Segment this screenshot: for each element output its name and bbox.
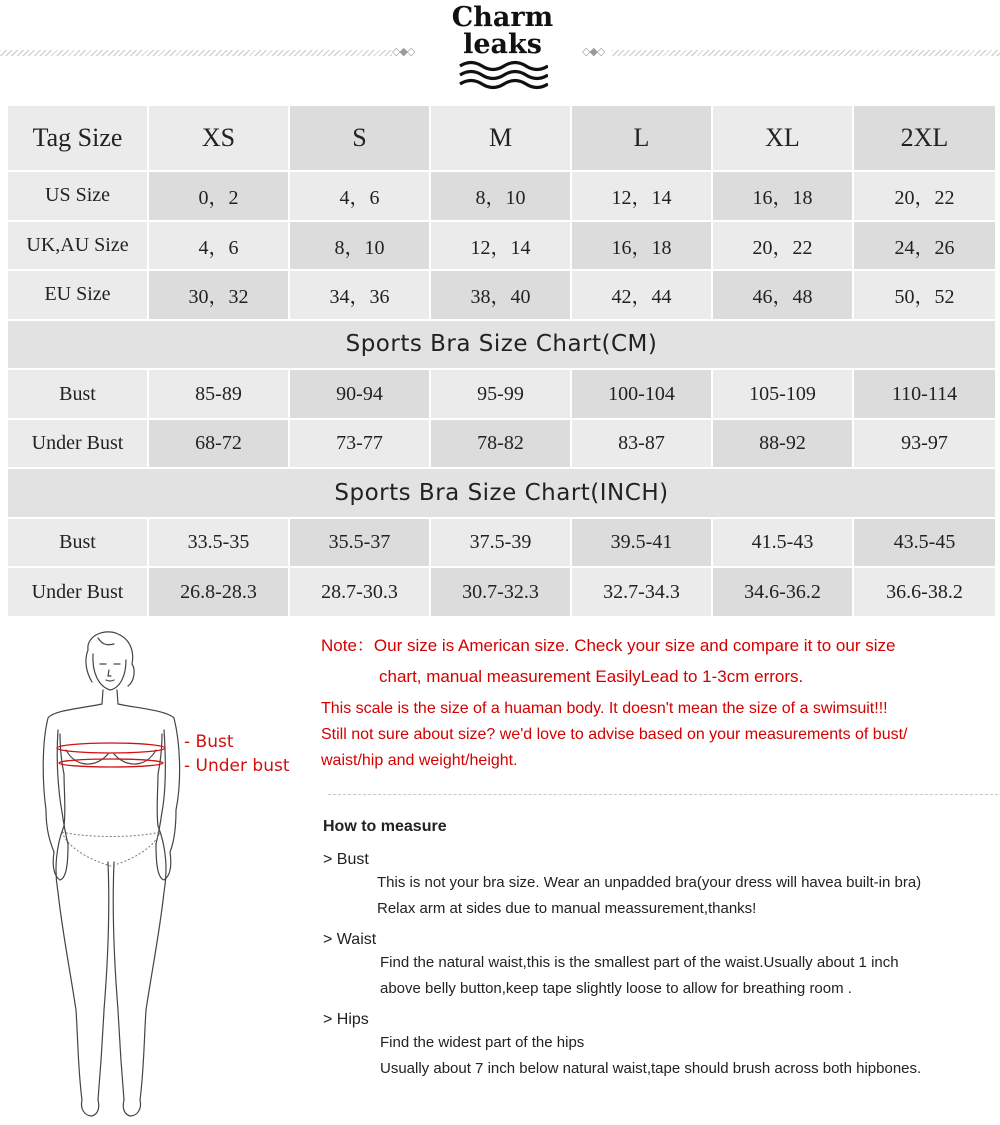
- row-label: UK,AU Size: [7, 221, 148, 271]
- table-cell: 100-104: [571, 369, 712, 419]
- measure-waist-line-1: Find the natural waist,this is the smallest part of the waist.Usually about 1 inch: [380, 954, 899, 971]
- measure-waist-text: [323, 950, 998, 1002]
- table-cell: 8，10: [430, 171, 571, 221]
- table-cell: 16，18: [712, 171, 853, 221]
- note-line-5: waist/hip and weight/height.: [321, 752, 518, 769]
- measure-waist-line-2: above belly button,keep tape slightly loose to allow for breathing room .: [380, 980, 852, 997]
- note-american-size: [321, 630, 996, 692]
- row-label: Bust: [7, 518, 148, 568]
- note-line-1: Note：Our size is American size. Check your size and compare it to our size: [321, 636, 896, 655]
- table-cell: 4，6: [289, 171, 430, 221]
- header-rule-left: [0, 50, 392, 56]
- table-cell: 50，52: [853, 270, 996, 320]
- table-cell: 36.6-38.2: [853, 567, 996, 617]
- table-cell: 95-99: [430, 369, 571, 419]
- header-size-m: M: [430, 105, 571, 171]
- brand-line-2: leaks: [463, 29, 542, 60]
- measure-bust-heading: > Bust: [323, 851, 369, 868]
- table-cell: 32.7-34.3: [571, 567, 712, 617]
- bust-label: - Bust: [184, 732, 234, 752]
- section-row-inch: [7, 468, 996, 518]
- brand-line-1: Charm: [451, 2, 554, 33]
- table-cell: 39.5-41: [571, 518, 712, 568]
- measure-hips-line-2: Usually about 7 inch below natural waist,tape should brush across both hipbones.: [380, 1060, 922, 1077]
- table-cell: 38，40: [430, 270, 571, 320]
- body-measurement-figure: [36, 630, 196, 1120]
- table-cell: 20，22: [853, 171, 996, 221]
- table-cell: 34，36: [289, 270, 430, 320]
- page-header: [0, 0, 1000, 100]
- table-row-eu-size: [7, 270, 996, 320]
- table-cell: 30.7-32.3: [430, 567, 571, 617]
- header-size-l: L: [571, 105, 712, 171]
- table-cell: 33.5-35: [148, 518, 289, 568]
- measure-bust-text: [323, 870, 998, 922]
- header-size-2xl: 2XL: [853, 105, 996, 171]
- note-line-4: Still not sure about size? we'd love to advise based on your measurements of bust/: [321, 726, 908, 743]
- size-chart-table: [6, 104, 997, 618]
- table-cell: 30，32: [148, 270, 289, 320]
- table-cell: 28.7-30.3: [289, 567, 430, 617]
- measure-hips-text: [323, 1030, 998, 1082]
- table-cell: 8，10: [289, 221, 430, 271]
- table-cell: 110-114: [853, 369, 996, 419]
- table-header-row: [7, 105, 996, 171]
- header-tag-size: Tag Size: [7, 105, 148, 171]
- table-cell: 16，18: [571, 221, 712, 271]
- table-cell: 4，6: [148, 221, 289, 271]
- row-label: EU Size: [7, 270, 148, 320]
- table-row-inch-bust: [7, 518, 996, 568]
- bust-measure-line: [57, 743, 165, 753]
- measure-title: How to measure: [323, 818, 447, 835]
- measure-hips-heading: > Hips: [323, 1011, 369, 1028]
- table-cell: 24，26: [853, 221, 996, 271]
- row-label: Under Bust: [7, 567, 148, 617]
- table-cell: 83-87: [571, 419, 712, 469]
- note-line-3: This scale is the size of a huaman body. It doesn't mean the size of a swimsuit!!!: [321, 700, 888, 717]
- table-row-us-size: [7, 171, 996, 221]
- header-size-s: S: [289, 105, 430, 171]
- section-divider: [328, 794, 998, 795]
- table-row-cm-under-bust: [7, 419, 996, 469]
- table-cell: 88-92: [712, 419, 853, 469]
- size-notes: [321, 630, 996, 774]
- table-cell: 42，44: [571, 270, 712, 320]
- row-label: Bust: [7, 369, 148, 419]
- note-scale: [321, 696, 996, 774]
- table-cell: 105-109: [712, 369, 853, 419]
- table-row-cm-bust: [7, 369, 996, 419]
- note-line-2: chart, manual measurement EasilyLead to 1-3cm errors.: [379, 667, 804, 686]
- table-cell: 0，2: [148, 171, 289, 221]
- table-cell: 68-72: [148, 419, 289, 469]
- table-row-inch-under-bust: [7, 567, 996, 617]
- table-cell: 93-97: [853, 419, 996, 469]
- table-cell: 34.6-36.2: [712, 567, 853, 617]
- section-title-inch: Sports Bra Size Chart(INCH): [7, 468, 996, 518]
- table-cell: 37.5-39: [430, 518, 571, 568]
- table-cell: 26.8-28.3: [148, 567, 289, 617]
- table-cell: 12，14: [571, 171, 712, 221]
- row-label: US Size: [7, 171, 148, 221]
- table-cell: 12，14: [430, 221, 571, 271]
- section-row-cm: [7, 320, 996, 370]
- header-size-xl: XL: [712, 105, 853, 171]
- brand-logo: [440, 4, 565, 90]
- section-title-cm: Sports Bra Size Chart(CM): [7, 320, 996, 370]
- table-cell: 46，48: [712, 270, 853, 320]
- diamond-ornament-right-icon: ◇◆◇: [582, 45, 605, 58]
- under-bust-measure-line: [59, 759, 163, 767]
- header-rule-right: [612, 50, 1000, 56]
- table-cell: 73-77: [289, 419, 430, 469]
- waves-icon: [458, 60, 548, 90]
- table-cell: 78-82: [430, 419, 571, 469]
- measure-bust-line-2: Relax arm at sides due to manual meassurement,thanks!: [377, 900, 757, 917]
- under-bust-label: - Under bust: [184, 756, 290, 776]
- table-cell: 20，22: [712, 221, 853, 271]
- measure-hips-line-1: Find the widest part of the hips: [380, 1034, 585, 1051]
- table-cell: 35.5-37: [289, 518, 430, 568]
- table-cell: 85-89: [148, 369, 289, 419]
- row-label: Under Bust: [7, 419, 148, 469]
- diamond-ornament-left-icon: ◇◆◇: [392, 45, 415, 58]
- measure-waist-heading: > Waist: [323, 931, 377, 948]
- table-row-uk-au-size: [7, 221, 996, 271]
- header-size-xs: XS: [148, 105, 289, 171]
- how-to-measure: [323, 818, 998, 1082]
- table-cell: 43.5-45: [853, 518, 996, 568]
- measure-bust-line-1: This is not your bra size. Wear an unpadded bra(your dress will havea built-in bra): [377, 874, 922, 891]
- table-cell: 41.5-43: [712, 518, 853, 568]
- table-cell: 90-94: [289, 369, 430, 419]
